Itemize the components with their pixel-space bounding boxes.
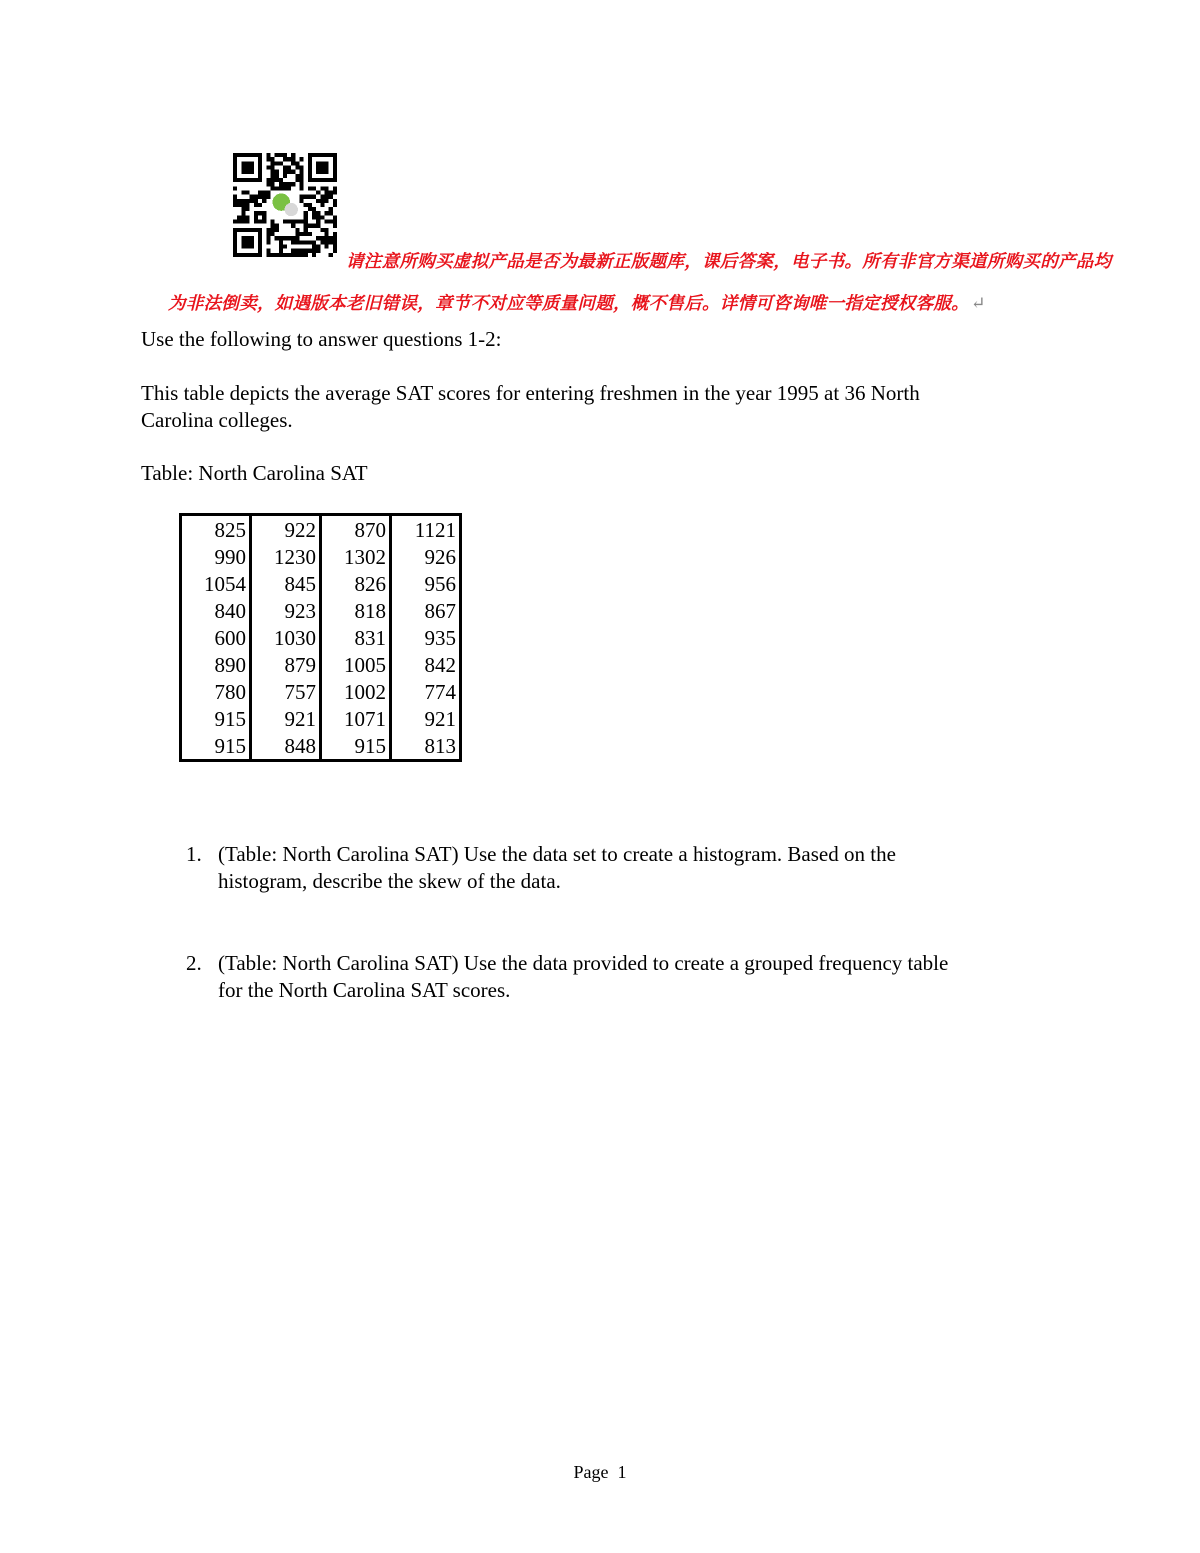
- table-cell: 935: [424, 625, 456, 650]
- table-cell: 926: [424, 544, 456, 569]
- table-cell: 956: [424, 571, 456, 596]
- question-2: [186, 950, 1078, 1004]
- table-cell: 1302: [321, 543, 391, 570]
- table-row: [181, 570, 461, 597]
- question-number: 1.: [186, 842, 202, 866]
- notice-line-2: [168, 290, 986, 315]
- table-cell: 818: [321, 597, 391, 624]
- table-description: [141, 380, 920, 434]
- table-cell: 867: [424, 598, 456, 623]
- question-line: histogram, describe the skew of the data.: [218, 869, 561, 893]
- question-text: [218, 841, 1078, 895]
- table-cell: 990: [181, 543, 251, 570]
- intro-text: Use the following to answer questions 1-2:: [141, 327, 502, 351]
- table-row: [181, 515, 461, 544]
- table-row: [181, 732, 461, 761]
- table-cell: 923: [251, 597, 321, 624]
- table-cell: 915: [181, 705, 251, 732]
- table-cell: 921: [251, 705, 321, 732]
- table-cell: 757: [251, 678, 321, 705]
- table-row: [181, 624, 461, 651]
- table-cell: 840: [181, 597, 251, 624]
- table-caption: Table: North Carolina SAT: [141, 461, 368, 485]
- description-line-2: Carolina colleges.: [141, 408, 293, 432]
- table-cell: 842: [424, 652, 456, 677]
- table-cell: 870: [321, 515, 391, 544]
- table-row: [181, 651, 461, 678]
- table-row: [181, 705, 461, 732]
- question-line: for the North Carolina SAT scores.: [218, 978, 511, 1002]
- table-cell: 1002: [321, 678, 391, 705]
- table-cell: 845: [251, 570, 321, 597]
- table-cell: 879: [251, 651, 321, 678]
- table-cell: 1121: [414, 517, 456, 542]
- table-row: [181, 678, 461, 705]
- table-cell: 600: [181, 624, 251, 651]
- table-row: [181, 597, 461, 624]
- paragraph-return-icon: ↵: [971, 294, 986, 314]
- page-label: Page: [573, 1462, 609, 1482]
- table-cell: 922: [251, 515, 321, 544]
- table-cell: 848: [251, 732, 321, 761]
- description-line-1: This table depicts the average SAT scores for entering freshmen in the year 1995 at 36 North: [141, 381, 920, 405]
- table-cell: 1030: [251, 624, 321, 651]
- question-line: (Table: North Carolina SAT) Use the data provided to create a grouped frequency table: [218, 951, 949, 975]
- question-number: 2.: [186, 951, 202, 975]
- table-cell: 826: [321, 570, 391, 597]
- table-cell: 780: [181, 678, 251, 705]
- notice-text-2: 为非法倒卖，如遇版本老旧错误，章节不对应等质量问题，概不售后。详情可咨询唯一指定授权客服。: [168, 294, 969, 314]
- table-cell: 1005: [321, 651, 391, 678]
- table-cell: 921: [424, 706, 456, 731]
- table-cell: 1054: [181, 570, 251, 597]
- question-text: [218, 950, 1078, 1004]
- table-cell: 831: [321, 624, 391, 651]
- table-cell: 915: [181, 732, 251, 761]
- page-footer: [0, 1462, 1200, 1483]
- notice-line-1: [346, 248, 1111, 273]
- table-cell: 825: [181, 515, 251, 544]
- table-cell: 774: [424, 679, 456, 704]
- table-cell: 915: [321, 732, 391, 761]
- sat-scores-table: [179, 513, 462, 762]
- table-cell: 1230: [251, 543, 321, 570]
- table-cell: 890: [181, 651, 251, 678]
- page-number: 1: [617, 1462, 627, 1482]
- question-1: [186, 841, 1078, 895]
- notice-text-1: 请注意所购买虚拟产品是否为最新正版题库，课后答案，电子书。所有非官方渠道所购买的产品均: [346, 252, 1112, 272]
- question-line: (Table: North Carolina SAT) Use the data set to create a histogram. Based on the: [218, 842, 896, 866]
- wechat-qr-code-icon: [233, 153, 337, 257]
- table-row: [181, 543, 461, 570]
- table-cell: 1071: [321, 705, 391, 732]
- table-cell: 813: [424, 733, 456, 758]
